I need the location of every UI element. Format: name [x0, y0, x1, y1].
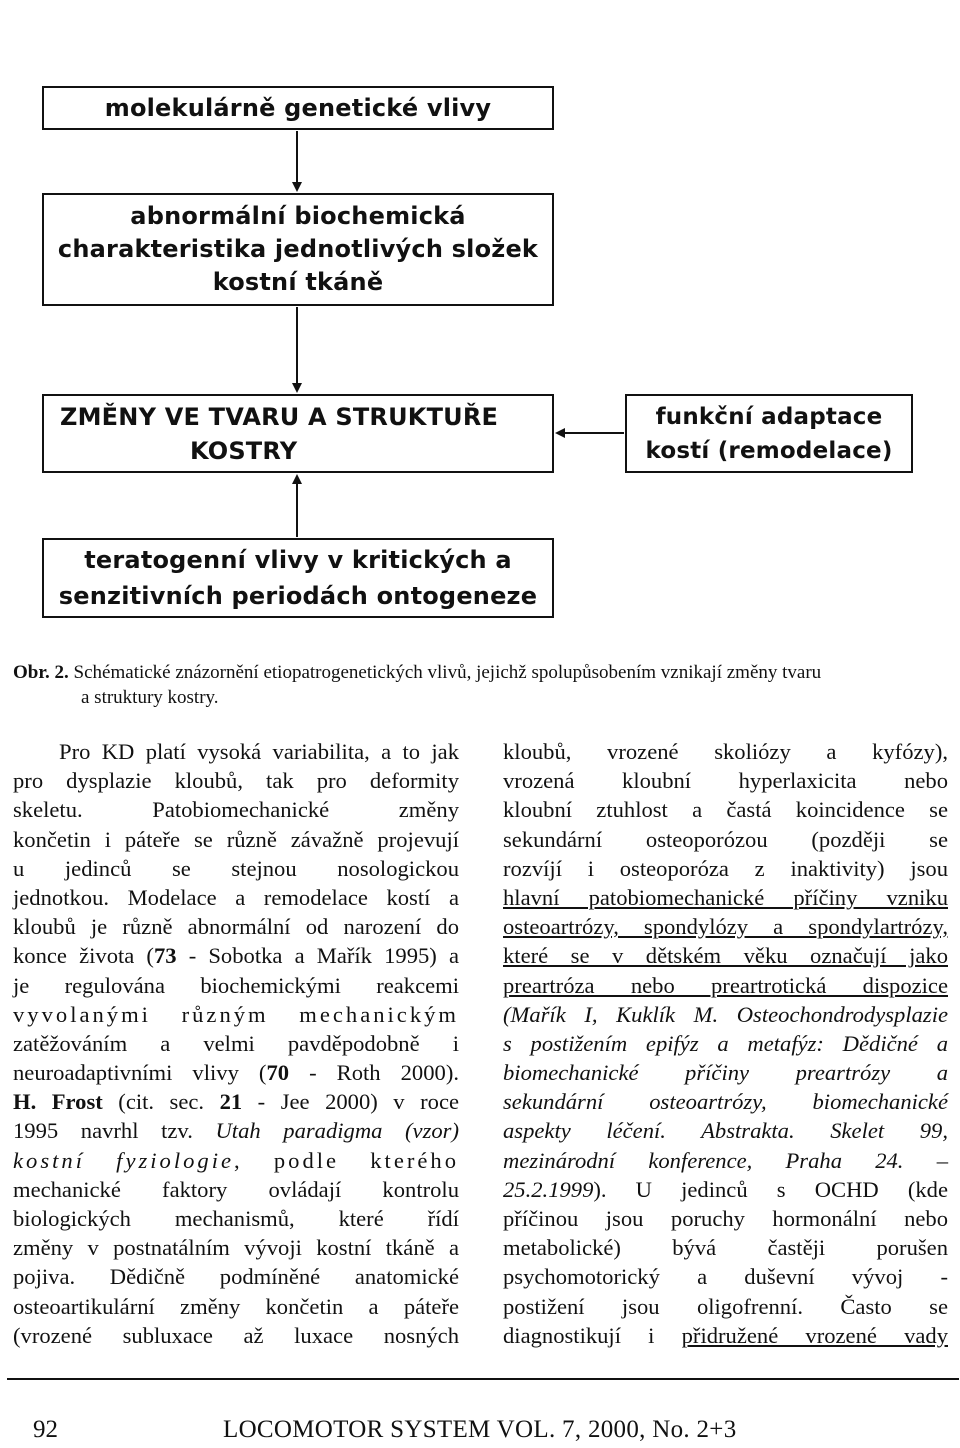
text-line — [13, 1262, 459, 1291]
text-run: 73 — [153, 943, 177, 969]
box-line: KOSTRY — [190, 436, 298, 465]
text-run: - Jee 2000) v roce — [242, 1089, 459, 1115]
text-line — [503, 766, 948, 795]
text-line — [503, 971, 948, 1000]
box-line: kostní tkáně — [212, 268, 384, 296]
text-line — [13, 1087, 459, 1116]
text-line — [503, 941, 948, 970]
box-line: abnormální biochemická — [130, 202, 466, 230]
text-line — [503, 1175, 948, 1204]
text-run: ). U jedinců s OCHD (kde — [593, 1176, 948, 1202]
text-line — [503, 1058, 948, 1087]
right-text-column — [503, 737, 948, 1350]
text-line — [13, 795, 459, 824]
text-line — [13, 737, 459, 766]
text-run: sekundární osteoporózou (později se — [503, 826, 948, 852]
text-run: změny v postnatálním vývoji kostní tkáně a — [13, 1235, 459, 1261]
text-line — [503, 1116, 948, 1145]
text-line — [13, 1058, 459, 1087]
box-line: molekulárně genetické vlivy — [104, 94, 492, 122]
text-line — [503, 1146, 948, 1175]
page-number: 92 — [33, 1416, 58, 1443]
text-run: , podle kterého — [234, 1147, 459, 1173]
text-run: končetin i páteře se různě závažně projevují — [13, 826, 459, 852]
text-line — [13, 854, 459, 883]
text-line — [503, 1000, 948, 1029]
text-run: postižení jsou oligofrenní. Často se — [503, 1293, 948, 1319]
journal-footer: LOCOMOTOR SYSTEM VOL. 7, 2000, No. 2+3 — [223, 1416, 737, 1443]
figure-caption — [13, 660, 948, 710]
text-run: vrozená kloubní hyperlaxicita nebo — [503, 768, 948, 794]
text-run: mechanické faktory ovládají kontrolu — [13, 1176, 459, 1202]
box-line: funkční adaptace — [655, 403, 883, 430]
text-line — [13, 941, 459, 970]
text-run: u jedinců se stejnou nosologickou — [13, 855, 459, 881]
text-run: skeletu. Patobiomechanické změny — [13, 797, 459, 823]
text-line — [13, 1233, 459, 1262]
text-run: psychomotorický a duševní vývoj - — [503, 1264, 948, 1290]
text-run: - Roth 2000). — [289, 1060, 459, 1086]
box-line: charakteristika jednotlivých složek — [57, 235, 539, 263]
text-run: biologických mechanismů, které řídí — [13, 1206, 459, 1231]
text-run: diagnostikují i — [503, 1322, 682, 1348]
text-run: (vrozené subluxace až luxace nosných — [13, 1322, 459, 1348]
text-run: jednotkou. Modelace a remodelace kostí a — [13, 884, 459, 910]
text-line — [503, 1087, 948, 1116]
text-line — [13, 912, 459, 941]
text-run: kloubů, vrozené skoliózy a kyfózy), — [503, 739, 948, 764]
text-run: je regulována biochemickými reakcemi — [13, 972, 459, 998]
left-text-column — [13, 737, 459, 1350]
text-line — [503, 825, 948, 854]
text-run: 70 — [266, 1060, 290, 1086]
text-run: metabolické) bývá častěji porušen — [503, 1235, 948, 1261]
footer-rule — [7, 1378, 959, 1380]
text-line — [13, 1000, 459, 1029]
diagram-arrows — [0, 0, 960, 640]
text-run: mezinárodní konference, Praha 24. – — [503, 1147, 948, 1173]
text-run: pojiva. Dědičně podmíněné anatomické — [13, 1264, 459, 1290]
text-line — [13, 971, 459, 1000]
box-line: kostí (remodelace) — [645, 437, 893, 464]
text-run: sekundární osteoartrózy, biomechanické — [503, 1089, 948, 1115]
text-line — [13, 1029, 459, 1058]
caption-text-2: a struktury kostry. — [81, 687, 219, 708]
text-run: 21 — [219, 1089, 243, 1115]
text-line — [503, 1262, 948, 1291]
box-line: senzitivních periodách ontogeneze — [58, 582, 538, 610]
text-line — [503, 1292, 948, 1321]
text-run: Utah paradigma (vzor) — [215, 1118, 459, 1144]
text-line — [503, 912, 948, 941]
text-run: 1995 navrhl tzv. — [13, 1118, 216, 1144]
text-run: které se v dětském věku označují jako — [503, 943, 948, 969]
text-line — [13, 1204, 459, 1233]
text-line — [503, 795, 948, 824]
text-line — [503, 1204, 948, 1233]
text-run: zatěžováním a velmi pavděpodobně i — [13, 1030, 459, 1056]
text-line — [13, 1321, 459, 1350]
text-run: pro dysplazie kloubů, tak pro deformity — [13, 768, 459, 794]
text-line — [13, 1292, 459, 1321]
caption-text-1: Schématické znázornění etiopatrogenetických vlivů, jejichž spolupůsobením vznikají změny tvaru — [73, 662, 822, 683]
text-run: aspekty léčení. Abstrakta. Skelet 99, — [503, 1118, 948, 1144]
text-run: neuroadaptivními vlivy ( — [13, 1060, 267, 1086]
text-run: H. Frost — [13, 1089, 103, 1115]
text-line — [503, 1321, 948, 1350]
text-line — [503, 883, 948, 912]
text-run: preartróza nebo preartrotická dispozice — [503, 972, 948, 998]
text-run: biomechanické příčiny preartrózy a — [503, 1060, 948, 1086]
text-run: vyvolanými různým mechanickým — [13, 1001, 459, 1027]
text-run: kostní fyziologie — [13, 1147, 235, 1173]
text-line — [13, 825, 459, 854]
box-line: teratogenní vlivy v kritických a — [84, 546, 512, 574]
text-run: konce života ( — [13, 943, 154, 969]
figure-label: Obr. 2. — [13, 662, 69, 683]
text-line — [503, 737, 948, 766]
text-line — [13, 766, 459, 795]
box-line: ZMĚNY VE TVARU A STRUKTUŘE — [60, 402, 499, 431]
text-line — [503, 854, 948, 883]
text-run: osteoartikulární změny končetin a páteře — [13, 1293, 459, 1319]
text-line — [13, 883, 459, 912]
text-line — [503, 1029, 948, 1058]
text-run: hlavní patobiomechanické příčiny vzniku — [503, 884, 948, 910]
text-run: přidružené vrozené vady — [681, 1322, 948, 1348]
text-line — [13, 1146, 459, 1175]
text-run: kloubní ztuhlost a častá koincidence se — [503, 797, 948, 823]
text-run: s postižením epifýz a metafýz: Dědičné a — [503, 1030, 948, 1056]
text-run: příčinou jsou poruchy hormonální nebo — [503, 1206, 948, 1231]
text-run: rozvíjí i osteoporóza z inaktivity) jsou — [503, 855, 948, 881]
text-line — [13, 1175, 459, 1204]
text-run: osteoartrózy, spondylózy a spondylartrózy, — [503, 914, 948, 940]
text-run: 25.2.1999 — [503, 1176, 594, 1202]
text-run: (cit. sec. — [102, 1089, 220, 1115]
text-line — [13, 1116, 459, 1145]
text-run: - Sobotka a Mařík 1995) a — [176, 943, 459, 969]
text-run: kloubů je různě abnormální od narození do — [13, 914, 459, 940]
text-line — [503, 1233, 948, 1262]
text-run: (Mařík I, Kuklík M. Osteochondrodysplazie — [503, 1001, 948, 1027]
text-run: Pro KD platí vysoká variabilita, a to jak — [59, 739, 459, 764]
